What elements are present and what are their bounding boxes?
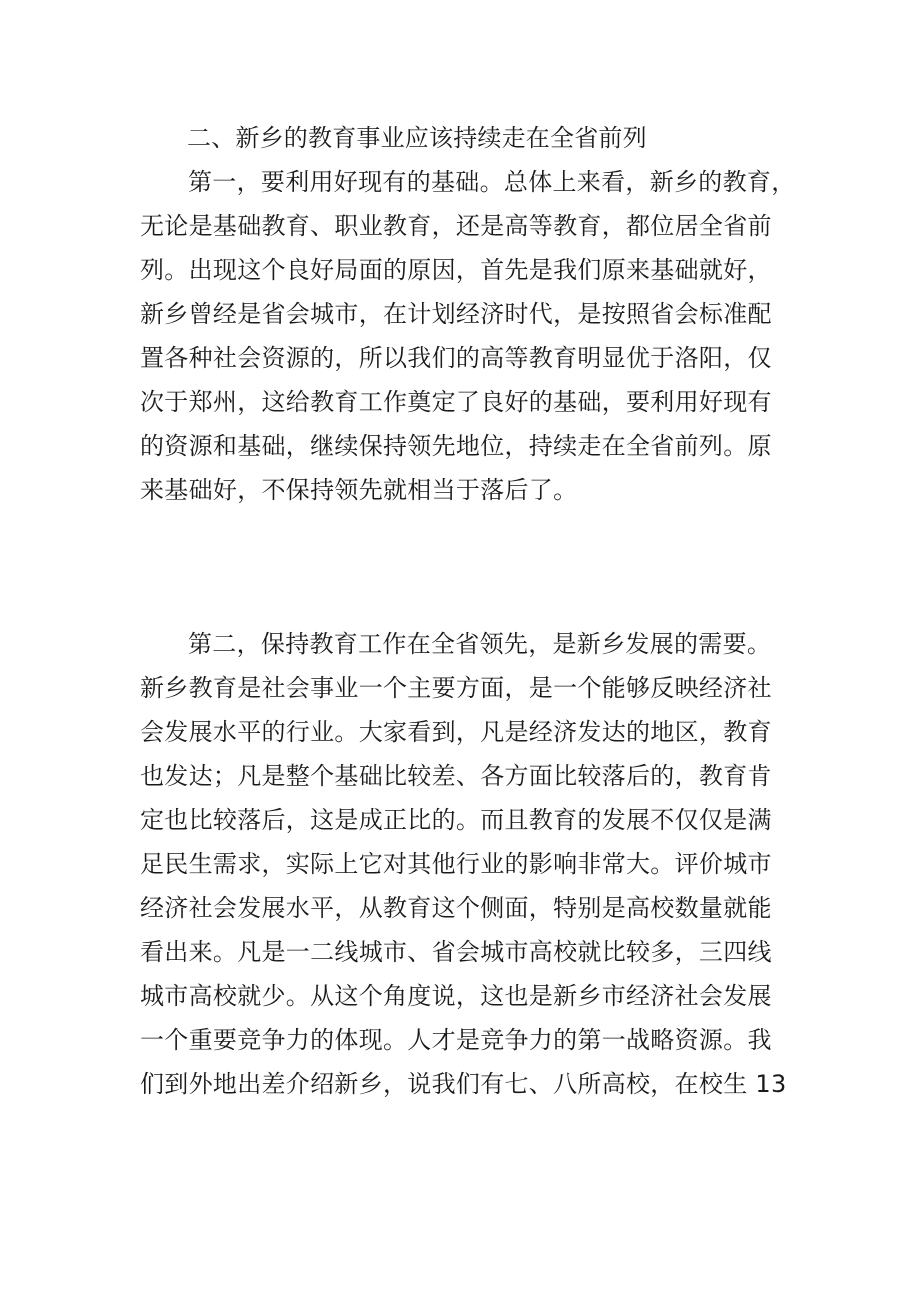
paragraph-line: 置各种社会资源的，所以我们的高等教育明显优于洛阳，仅 xyxy=(140,344,772,372)
paragraph-line: 城市高校就少。从这个角度说，这也是新乡市经济社会发展 xyxy=(140,982,772,1010)
paragraph-line: 看出来。凡是一二线城市、省会城市高校就比较多，三四线 xyxy=(140,938,772,966)
paragraph-line: 无论是基础教育、职业教育，还是高等教育，都位居全省前 xyxy=(140,212,772,240)
paragraph-line: 新乡曾经是省会城市，在计划经济时代，是按照省会标准配 xyxy=(140,300,772,328)
paragraph-line: 也发达；凡是整个基础比较差、各方面比较落后的，教育肯 xyxy=(140,762,772,790)
paragraph-line: 们到外地出差介绍新乡，说我们有七、八所高校，在校生 13 xyxy=(140,1070,787,1098)
paragraph-line: 第一，要利用好现有的基础。总体上来看，新乡的教育， xyxy=(188,168,796,196)
paragraph-line: 足民生需求，实际上它对其他行业的影响非常大。评价城市 xyxy=(140,850,772,878)
paragraph-line: 定也比较落后，这是成正比的。而且教育的发展不仅仅是满 xyxy=(140,806,772,834)
paragraph-line: 会发展水平的行业。大家看到，凡是经济发达的地区，教育 xyxy=(140,718,772,746)
paragraph-line: 新乡教育是社会事业一个主要方面，是一个能够反映经济社 xyxy=(140,674,772,702)
paragraph-line: 列。出现这个良好局面的原因，首先是我们原来基础就好， xyxy=(140,256,772,284)
paragraph-line: 的资源和基础，继续保持领先地位，持续走在全省前列。原 xyxy=(140,432,772,460)
paragraph-line: 第二，保持教育工作在全省领先，是新乡发展的需要。 xyxy=(188,630,772,658)
paragraph-first xyxy=(140,160,795,512)
paragraph-line: 一个重要竞争力的体现。人才是竞争力的第一战略资源。我 xyxy=(140,1026,772,1054)
paragraph-second xyxy=(140,622,795,1106)
paragraph-line: 来基础好，不保持领先就相当于落后了。 xyxy=(140,476,578,504)
paragraph-line: 经济社会发展水平，从教育这个侧面，特别是高校数量就能 xyxy=(140,894,772,922)
section-heading: 二、新乡的教育事业应该持续走在全省前列 xyxy=(187,124,647,152)
paragraph-line: 次于郑州，这给教育工作奠定了良好的基础，要利用好现有 xyxy=(140,388,772,416)
